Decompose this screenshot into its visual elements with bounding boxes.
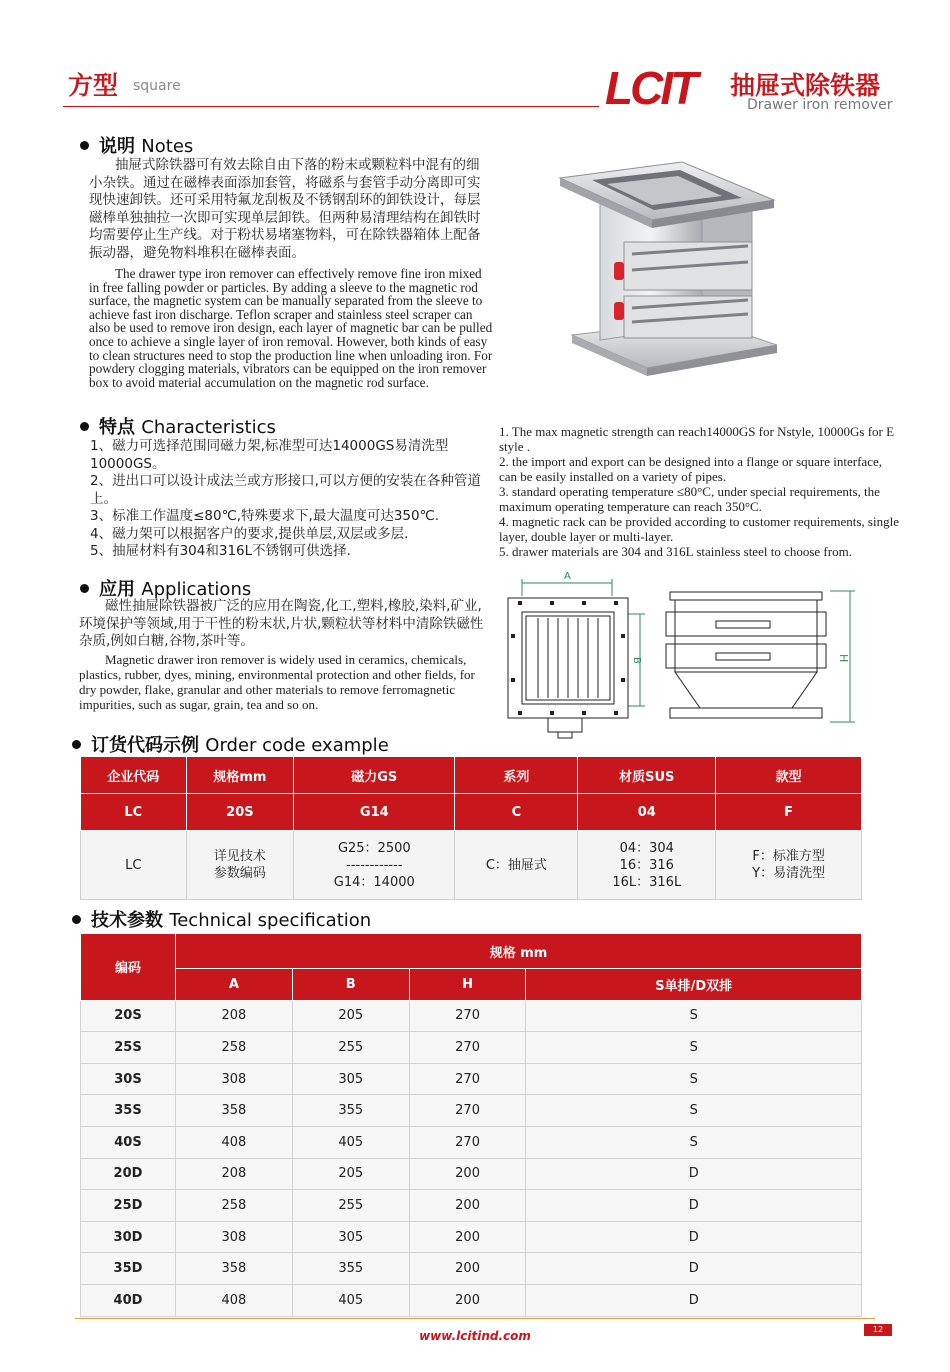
table-row xyxy=(81,1221,862,1253)
spec-cell: 308 xyxy=(176,1221,293,1253)
detail-line: F：标准方型 xyxy=(752,849,825,864)
tech-spec-heading-en: Technical specification xyxy=(169,910,372,931)
brand-name-cn: 抽屉式除铁器 xyxy=(730,71,881,100)
tech-spec-heading xyxy=(72,906,371,932)
table-row xyxy=(81,1063,862,1095)
notes-heading-en: Notes xyxy=(141,136,194,157)
order-code-header-cell: 款型 xyxy=(716,757,862,794)
spec-cell: 200 xyxy=(409,1158,526,1190)
order-code-heading-en: Order code example xyxy=(205,735,389,756)
spec-cell: 200 xyxy=(409,1190,526,1222)
model-code-cell: 35S xyxy=(81,1095,176,1127)
characteristic-cn-4: 4、磁力架可以根据客户的要求,提供单层,双层或多层. xyxy=(90,525,409,542)
spec-cell: 355 xyxy=(292,1095,409,1127)
characteristic-en-3: 3. standard operating temperature ≤80°C, under special requirements, the maximum operating temperature can reach 350°C. xyxy=(499,484,880,514)
characteristic-cn-5: 5、抽屉材料有304和316L不锈钢可供选择. xyxy=(90,543,351,559)
applications-text-en: Magnetic drawer iron remover is widely used in ceramics, chemicals, plastics, rubber, dyes, mining, environmental protection and other fields, for dry powder, flake, granular and other materials to remove ferromagnetic impurities, such as sugar, grain, tea and so on. xyxy=(79,652,475,712)
spec-cell: S xyxy=(526,1032,862,1064)
order-code-detail-cell xyxy=(186,831,294,900)
dimension-label-h: H xyxy=(837,654,850,663)
bullet-icon xyxy=(72,915,81,924)
technical-drawing xyxy=(500,566,860,744)
footer-divider xyxy=(75,1318,875,1319)
spec-cell: 408 xyxy=(176,1126,293,1158)
bullet-icon xyxy=(72,740,81,749)
spec-cell: 358 xyxy=(176,1253,293,1285)
model-code-cell: 20D xyxy=(81,1158,176,1190)
bullet-icon xyxy=(80,422,89,431)
order-code-detail-cell xyxy=(455,831,578,900)
table-row xyxy=(81,1095,862,1127)
order-code-detail-cell xyxy=(81,831,187,900)
page-subtitle: square xyxy=(133,78,181,94)
page-number: 12 xyxy=(864,1324,892,1336)
spec-cell: 258 xyxy=(176,1190,293,1222)
model-code-cell: 40D xyxy=(81,1284,176,1316)
brand-logo-text: LCIT xyxy=(605,62,696,110)
order-code-detail-cell xyxy=(294,831,455,900)
applications-heading-cn: 应用 xyxy=(99,579,135,600)
spec-cell: 408 xyxy=(176,1284,293,1316)
spec-cell: 200 xyxy=(409,1221,526,1253)
applications-heading-en: Applications xyxy=(141,579,252,600)
tech-spec-table xyxy=(80,933,862,1317)
spec-cell: 270 xyxy=(409,1126,526,1158)
characteristics-list-en xyxy=(499,424,899,559)
characteristic-en-1: 1. The max magnetic strength can reach14000GS for Nstyle, 10000Gs for E style . xyxy=(499,424,895,454)
detail-line: ------------ xyxy=(346,857,403,873)
characteristics-heading-cn: 特点 xyxy=(99,417,135,438)
detail-line: Y：易清洗型 xyxy=(752,866,826,881)
table-row xyxy=(81,1158,862,1190)
order-code-cell: 20S xyxy=(186,794,294,831)
spec-cell: 200 xyxy=(409,1284,526,1316)
order-code-cell: 04 xyxy=(578,794,716,831)
dimension-label-a: A xyxy=(564,571,571,582)
bullet-icon xyxy=(80,584,89,593)
characteristics-heading-en: Characteristics xyxy=(141,417,276,438)
table-row xyxy=(81,1000,862,1032)
order-code-cell: C xyxy=(455,794,578,831)
spec-cell: 305 xyxy=(292,1221,409,1253)
notes-heading xyxy=(80,132,193,158)
spec-cell: D xyxy=(526,1284,862,1316)
spec-cell: 205 xyxy=(292,1158,409,1190)
tech-spec-heading-cn: 技术参数 xyxy=(91,910,163,931)
page-title: 方型 xyxy=(68,71,119,100)
spec-cell: S xyxy=(526,1000,862,1032)
spec-cell: 355 xyxy=(292,1253,409,1285)
spec-cell: 358 xyxy=(176,1095,293,1127)
spec-cell: 270 xyxy=(409,1095,526,1127)
model-code-cell: 20S xyxy=(81,1000,176,1032)
order-code-header-cell: 企业代码 xyxy=(81,757,187,794)
header-divider xyxy=(63,106,599,107)
order-code-header-cell: 磁力GS xyxy=(294,757,455,794)
tech-spec-column-header: A xyxy=(176,969,293,1001)
spec-cell: 305 xyxy=(292,1063,409,1095)
table-row xyxy=(81,1032,862,1064)
spec-cell: 270 xyxy=(409,1000,526,1032)
product-photo xyxy=(552,150,792,398)
spec-cell: S xyxy=(526,1063,862,1095)
spec-cell: 255 xyxy=(292,1190,409,1222)
dimension-label-b: B xyxy=(631,657,642,664)
spec-cell: 208 xyxy=(176,1000,293,1032)
spec-cell: 405 xyxy=(292,1126,409,1158)
characteristic-cn-2: 2、进出口可以设计成法兰或方形接口,可以方便的安装在各种管道上。 xyxy=(90,473,481,507)
tech-spec-column-header: H xyxy=(409,969,526,1001)
model-code-cell: 25D xyxy=(81,1190,176,1222)
notes-text-en: The drawer type iron remover can effectively remove fine iron mixed in free falling powder or particles. By adding a sleeve to the magnetic rod surface, the magnetic system can be manually separated from the sleeve to achieve fast iron discharge. Teflon scraper and stainless steel scraper can also be used to remove iron design, each layer of magnetic bar can be pulled once to achieve a single layer of iron removal. However, both kinds of easy to clean structures need to stop the production line when unloading iron. For powdery clogging materials, vibrators can be equipped on the iron remover box to avoid material accumulation on the magnetic rod surface. xyxy=(89,266,493,390)
characteristics-heading xyxy=(80,413,276,439)
model-code-cell: 40S xyxy=(81,1126,176,1158)
spec-cell: 258 xyxy=(176,1032,293,1064)
table-row xyxy=(81,1126,862,1158)
table-row xyxy=(81,1190,862,1222)
order-code-cell: F xyxy=(716,794,862,831)
order-code-heading xyxy=(72,731,389,757)
notes-heading-cn: 说明 xyxy=(99,136,135,157)
spec-cell: 270 xyxy=(409,1032,526,1064)
tech-spec-code-header: 编码 xyxy=(81,934,176,1001)
spec-cell: 205 xyxy=(292,1000,409,1032)
spec-cell: S xyxy=(526,1126,862,1158)
model-code-cell: 30D xyxy=(81,1221,176,1253)
model-code-cell: 30S xyxy=(81,1063,176,1095)
characteristic-cn-3: 3、标准工作温度≤80℃,特殊要求下,最大温度可达350℃. xyxy=(90,508,440,524)
detail-line: G14：14000 xyxy=(333,874,415,890)
spec-cell: 405 xyxy=(292,1284,409,1316)
spec-cell: 200 xyxy=(409,1253,526,1285)
tech-spec-body xyxy=(81,1000,862,1316)
order-code-heading-cn: 订货代码示例 xyxy=(91,735,199,756)
spec-cell: 208 xyxy=(176,1158,293,1190)
model-code-cell: 25S xyxy=(81,1032,176,1064)
detail-line: 04：304 xyxy=(619,840,674,856)
detail-line: LC xyxy=(125,857,142,873)
order-code-header-row xyxy=(81,757,862,794)
spec-cell: 255 xyxy=(292,1032,409,1064)
spec-cell: 270 xyxy=(409,1063,526,1095)
notes-text-cn: 抽屉式除铁器可有效去除自由下落的粉末或颗粒料中混有的细小杂铁。通过在磁棒表面添加套管，将磁系与套管手动分离即可实现快速卸铁。还可采用特氟龙刮板及不锈钢刮环的卸铁设计，每层磁棒单独抽拉一次即可实现单层卸铁。但两种易清理结构在卸铁时均需要停止生产线。对于粉状易堵塞物料，可在除铁器箱体上配备振动器，避免物料堆积在磁棒表面。 xyxy=(89,157,481,261)
characteristic-en-2: 2. the import and export can be designed into a flange or square interface, can be easily installed on a variety of pipes. xyxy=(499,454,882,484)
spec-cell: D xyxy=(526,1221,862,1253)
brand-name-en: Drawer iron remover xyxy=(747,97,893,113)
tech-spec-group-header: 规格 mm xyxy=(176,934,862,969)
order-code-header-cell: 系列 xyxy=(455,757,578,794)
order-code-header-cell: 材质SUS xyxy=(578,757,716,794)
spec-cell: 308 xyxy=(176,1063,293,1095)
order-code-cell: G14 xyxy=(294,794,455,831)
characteristic-cn-1: 1、磁力可选择范围同磁力架,标准型可达14000GS易清洗型10000GS。 xyxy=(90,438,449,472)
order-code-detail-cell xyxy=(716,831,862,900)
bullet-icon xyxy=(80,141,89,150)
order-code-header-cell: 规格mm xyxy=(186,757,294,794)
footer-url: www.lcitind.com xyxy=(419,1329,531,1343)
model-code-cell: 35D xyxy=(81,1253,176,1285)
order-code-detail-cell xyxy=(578,831,716,900)
characteristic-en-4: 4. magnetic rack can be provided according to customer requirements, single layer, double layer or multi-layer. xyxy=(499,514,899,544)
detail-line: G25：2500 xyxy=(337,840,411,856)
spec-cell: D xyxy=(526,1190,862,1222)
detail-line: C：抽屉式 xyxy=(485,857,547,873)
applications-text-cn: 磁性抽屉除铁器被广泛的应用在陶瓷,化工,塑料,橡胶,染料,矿业,环境保护等领域,用于干性的粉末状,片状,颗粒状等材料中清除铁磁性杂质,例如白糖,谷物,茶叶等。 xyxy=(79,598,484,649)
detail-line: 参数编码 xyxy=(213,866,266,881)
characteristic-en-5: 5. drawer materials are 304 and 316L stainless steel to choose from. xyxy=(499,544,852,559)
table-row xyxy=(81,1253,862,1285)
spec-cell: D xyxy=(526,1253,862,1285)
spec-cell: D xyxy=(526,1158,862,1190)
detail-line: 详见技术 xyxy=(213,849,266,864)
order-code-table xyxy=(80,756,862,900)
order-code-detail-row xyxy=(81,831,862,900)
tech-spec-column-header: B xyxy=(292,969,409,1001)
detail-line: 16L：316L xyxy=(612,874,682,890)
spec-cell: S xyxy=(526,1095,862,1127)
characteristics-list-cn xyxy=(90,438,492,561)
table-row xyxy=(81,1284,862,1316)
order-code-example-row xyxy=(81,794,862,831)
tech-spec-column-header: S单排/D双排 xyxy=(526,969,862,1001)
detail-line: 16：316 xyxy=(619,857,674,873)
brand-logo xyxy=(603,62,728,110)
order-code-cell: LC xyxy=(81,794,187,831)
